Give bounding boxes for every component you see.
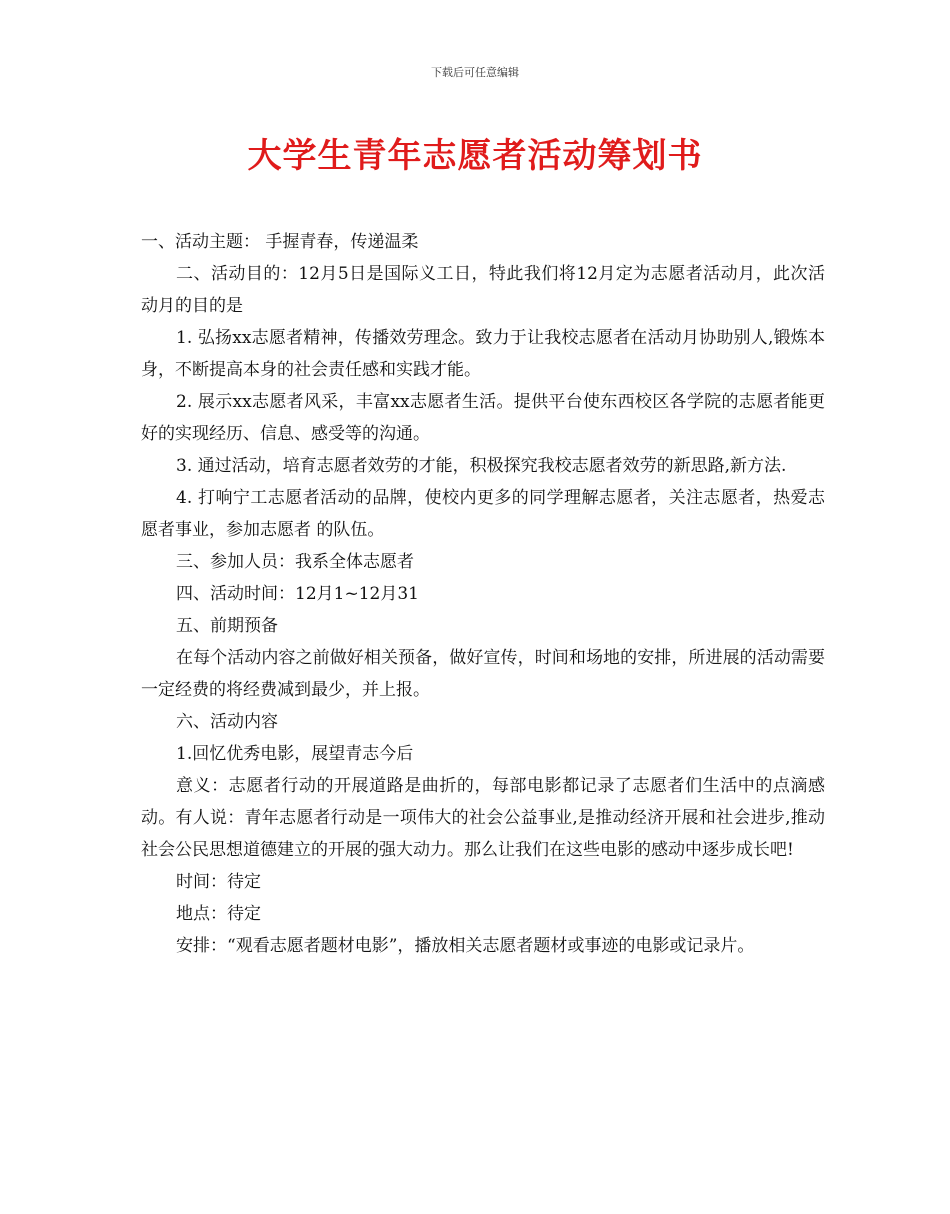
content-time: 时间：待定: [176, 872, 261, 892]
content-arrangement: 安排：“观看志愿者题材电影”，播放相关志愿者题材或事迹的电影或记录片。: [176, 936, 755, 956]
section-theme: 一、活动主题： 手握青春，传递温柔: [141, 232, 419, 252]
section-purpose: 二、活动目的：12月5日是国际义工日，特此我们将12月定为志愿者活动月，此次活动月的目的是: [141, 264, 825, 316]
purpose-item-2: 2. 展示xx志愿者风采，丰富xx志愿者生活。提供平台使东西校区各学院的志愿者能更好的实现经历、信息、感受等的沟通。: [141, 392, 825, 444]
section-preparation: 五、前期预备: [176, 616, 278, 636]
content-meaning: 意义：志愿者行动的开展道路是曲折的，每部电影都记录了志愿者们生活中的点滴感动。有人说：青年志愿者行动是一项伟大的社会公益事业,是推动经济开展和社会进步,推动社会公民思想道德建立的开展的强大动力。那么让我们在这些电影的感动中逐步成长吧!: [141, 776, 825, 860]
purpose-item-4: 4. 打响宁工志愿者活动的品牌，使校内更多的同学理解志愿者，关注志愿者，热爱志愿者事业，参加志愿者 的队伍。: [141, 488, 825, 540]
document-title: 大学生青年志愿者活动筹划书: [247, 136, 703, 176]
purpose-item-3: 3. 通过活动，培育志愿者效劳的才能，积极探究我校志愿者效劳的新思路,新方法.: [176, 456, 787, 476]
purpose-item-1: 1. 弘扬xx志愿者精神，传播效劳理念。致力于让我校志愿者在活动月协助别人,锻炼本身，不断提高本身的社会责任感和实践才能。: [141, 328, 825, 380]
content-location: 地点：待定: [176, 904, 261, 924]
section-time: 四、活动时间：12月1~12月31: [176, 584, 419, 604]
section-participants: 三、参加人员：我系全体志愿者: [176, 552, 414, 572]
preparation-text: 在每个活动内容之前做好相关预备，做好宣传，时间和场地的安排，所进展的活动需要一定经费的将经费减到最少，并上报。: [141, 648, 825, 700]
section-content: 六、活动内容: [176, 712, 278, 732]
header-note: 下载后可任意编辑: [431, 66, 519, 79]
content-item-1: 1.回忆优秀电影，展望青志今后: [176, 744, 414, 764]
document-body: [141, 226, 825, 962]
